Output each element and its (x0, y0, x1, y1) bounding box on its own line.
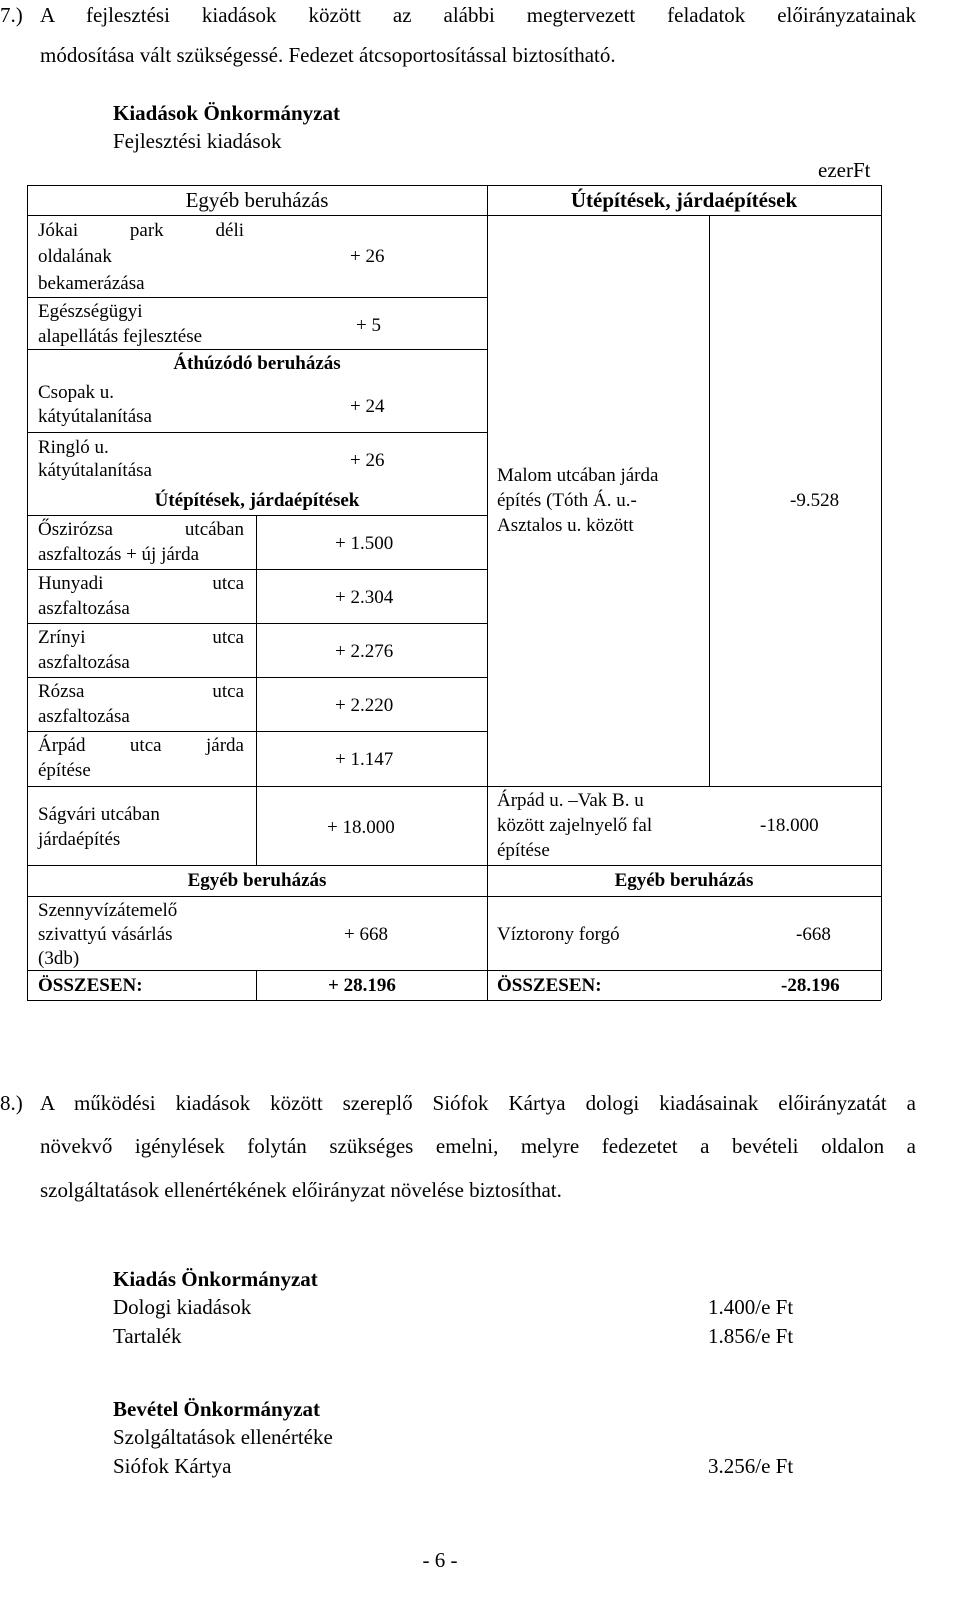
row-amount: + 668 (344, 924, 388, 945)
bevetel-label: Siófok Kártya (113, 1454, 232, 1478)
row-amount: + 2.220 (335, 695, 394, 716)
left-header: Egyéb beruházás (185, 188, 329, 212)
row-amount: -668 (796, 924, 831, 945)
row-amount: -18.000 (760, 815, 819, 836)
egyeb-right-header: Egyéb beruházás (614, 870, 754, 891)
bevetel-line1: Szolgáltatások ellenértéke (113, 1425, 333, 1449)
kiadas-label: Tartalék (113, 1324, 182, 1348)
heading-title: Kiadások Önkormányzat (113, 101, 340, 125)
row-amount: + 2.304 (335, 587, 394, 608)
row-amount: + 18.000 (327, 817, 395, 838)
kiadas-value: 1.856/e Ft (708, 1324, 794, 1348)
section7-line2: módosítása vált szükségessé. Fedezet átcsoportosítással biztosítható. (40, 43, 616, 67)
row-amount: + 1.500 (335, 533, 394, 554)
section8-line1: A működési kiadások között szereplő Siófok Kártya dologi kiadásainak előirányzatát a (40, 1091, 916, 1115)
right-header: Útépítések, járdaépítések (570, 188, 798, 212)
subheader-utepitesek: Útépítések, járdaépítések (154, 490, 360, 511)
subheader-athuzodo: Áthúzódó beruházás (173, 353, 341, 374)
section8-number: 8.) (0, 1091, 23, 1115)
bevetel-value: 3.256/e Ft (708, 1454, 794, 1478)
section7-number: 7.) (0, 3, 23, 27)
row-amount: + 26 (350, 450, 385, 471)
row-amount: -9.528 (790, 490, 840, 511)
section8-line2: növekvő igénylések folytán szükséges emelni, melyre fedezetet a bevételi oldalon a (40, 1134, 916, 1158)
page-number: - 6 - (422, 1548, 458, 1572)
row-amount: + 26 (350, 246, 385, 267)
row-amount: + 2.276 (335, 641, 394, 662)
unit-label: ezerFt (818, 158, 871, 182)
row-amount: + 1.147 (335, 749, 394, 770)
row-amount: + 5 (356, 315, 381, 336)
kiadas-title: Kiadás Önkormányzat (113, 1267, 318, 1291)
heading-subtitle: Fejlesztési kiadások (113, 129, 282, 153)
kiadas-value: 1.400/e Ft (708, 1295, 794, 1319)
section8-line3: szolgáltatások ellenértékének előirányzat növelése biztosíthat. (40, 1178, 562, 1202)
kiadas-label: Dologi kiadások (113, 1295, 252, 1319)
egyeb-left-header: Egyéb beruházás (187, 870, 327, 891)
section7-line1: A fejlesztési kiadások között az alábbi megtervezett feladatok előirányzatainak (40, 3, 916, 27)
row-amount: + 24 (350, 396, 385, 417)
bevetel-title: Bevétel Önkormányzat (113, 1397, 321, 1421)
